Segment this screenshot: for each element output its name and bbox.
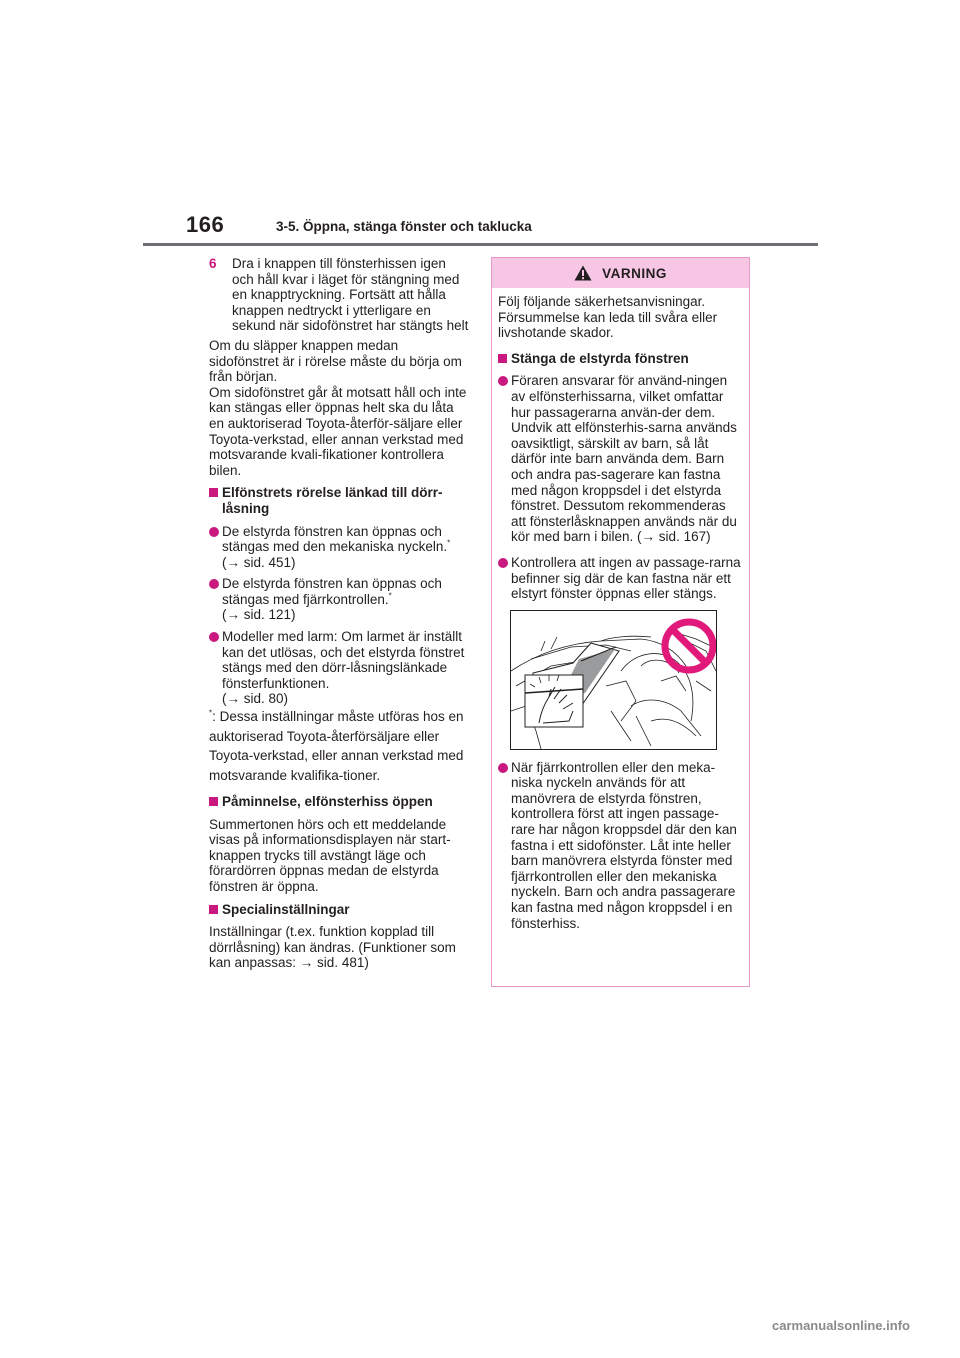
warning-box bbox=[491, 257, 750, 987]
step-text: Dra i knappen till fönsterhissen igen och håll kvar i läget för stängning med en knapptryckning. Fortsätt att hålla knappen nedtryckt i ytterligare en sekund när sidofönstret har stängts helt bbox=[232, 256, 469, 334]
round-bullet-icon bbox=[209, 632, 219, 642]
warning-list-item: Kontrollera att ingen av passage-rarna befinner sig där de kan fastna när ett elstyrt fönster öppnas eller stängs. bbox=[498, 555, 742, 602]
page-reference: (→ sid. 121) bbox=[222, 607, 296, 623]
paragraph: Inställningar (t.ex. funktion kopplad till dörrlåsning) kan ändras. (Funktioner som kan anpassas: → sid. 481) bbox=[209, 924, 456, 971]
section-title: 3-5. Öppna, stänga fönster och taklucka bbox=[276, 219, 532, 234]
warning-header bbox=[492, 258, 749, 288]
round-bullet-icon bbox=[209, 527, 219, 537]
warning-subheading: Stänga de elstyrda fönstren bbox=[498, 351, 742, 367]
warning-list-item: När fjärrkontrollen eller den meka-niska nyckeln används för att manövrera de elstyrda fönstren, kontrollera först att ingen passage-rare har någon kroppsdel där den kan fastna i ett sidofönster. Låt inte heller barn manövrera elstyrda fönster med fjärrkontrollen eller den mekaniska nyckeln. Barn och andra passagerare kan fastna med någon kroppsdel i en fönsterhiss. bbox=[498, 760, 742, 932]
left-column bbox=[209, 256, 469, 971]
warning-body bbox=[492, 288, 749, 931]
illustration-hand-caught-in-window bbox=[510, 610, 717, 750]
subheading-door-lock-link: Elfönstrets rörelse länkad till dörr-låsning bbox=[209, 485, 469, 516]
list-item: De elstyrda fönstren kan öppnas och stängas med den mekaniska nyckeln.* (→ sid. 451) bbox=[209, 524, 469, 571]
paragraph: Om sidofönstret går åt motsatt håll och inte kan stängas eller öppnas helt ska du låta en auktoriserad Toyota-återför-säljare eller Toyota-verkstad, eller annan verkstad med motsvarande kvali-fikationer kontrollera bilen. bbox=[209, 384, 467, 478]
subheading-custom-settings: Specialinställningar bbox=[209, 902, 469, 918]
watermark: carmanualsonline.info bbox=[772, 1318, 910, 1333]
list-item: De elstyrda fönstren kan öppnas och stängas med fjärrkontrollen.* (→ sid. 121) bbox=[209, 576, 469, 623]
car-window-illustration bbox=[511, 611, 716, 749]
round-bullet-icon bbox=[498, 763, 508, 773]
step-6 bbox=[209, 256, 469, 334]
header-rule bbox=[143, 243, 818, 246]
warning-list-item: Föraren ansvarar för använd-ningen av elfönsterhissarna, vilket omfattar hur passagerarna använ-der dem. Undvik att elfönsterhis-sarna används oavsiktligt, särskilt av barn, så låt därför inte barn använda dem. Barn och andra pas-sagerare kan fastna med någon kroppsdel i det elstyrda fönstret. Dessutom rekommenderas att fönsterlåsknappen används när du kör med barn i bilen. (→ sid. 167) bbox=[498, 373, 742, 545]
square-bullet-icon bbox=[209, 488, 218, 497]
round-bullet-icon bbox=[498, 376, 508, 386]
subheading-window-reminder: Påminnelse, elfönsterhiss öppen bbox=[209, 794, 469, 810]
paragraph: Om du släpper knappen medan sidofönstret är i rörelse måste du börja om från början. bbox=[209, 337, 462, 385]
round-bullet-icon bbox=[498, 558, 508, 568]
square-bullet-icon bbox=[498, 354, 507, 363]
page-reference: (→ sid. 451) bbox=[222, 554, 296, 570]
paragraph: Summertonen hörs och ett meddelande visas på informationsdisplayen när start-knappen trycks till avstängt läge och förardörren öppnas medan de elstyrda fönstren är öppna. bbox=[209, 816, 451, 894]
page-reference: (→ sid. 80) bbox=[222, 691, 289, 707]
step-number: 6 bbox=[209, 256, 217, 271]
warning-triangle-icon bbox=[574, 265, 592, 281]
list-item: Modeller med larm: Om larmet är inställt kan det utlösas, och det elstyrda fönstret stängs med den dörr-låsningslänkade fönsterfunktionen. (→ sid. 80) bbox=[209, 629, 469, 707]
square-bullet-icon bbox=[209, 797, 218, 806]
round-bullet-icon bbox=[209, 579, 219, 589]
footnote: *: Dessa inställningar måste utföras hos en auktoriserad Toyota-återförsäljare eller Toyota-verkstad, eller annan verkstad med motsvarande kvalifika-tioner. bbox=[209, 708, 464, 783]
warning-intro: Följ följande säkerhetsanvisningar. Försummelse kan leda till svåra eller livshotande skador. bbox=[498, 294, 718, 341]
warning-title: VARNING bbox=[602, 265, 667, 281]
page-number: 166 bbox=[186, 212, 225, 237]
square-bullet-icon bbox=[209, 905, 218, 914]
